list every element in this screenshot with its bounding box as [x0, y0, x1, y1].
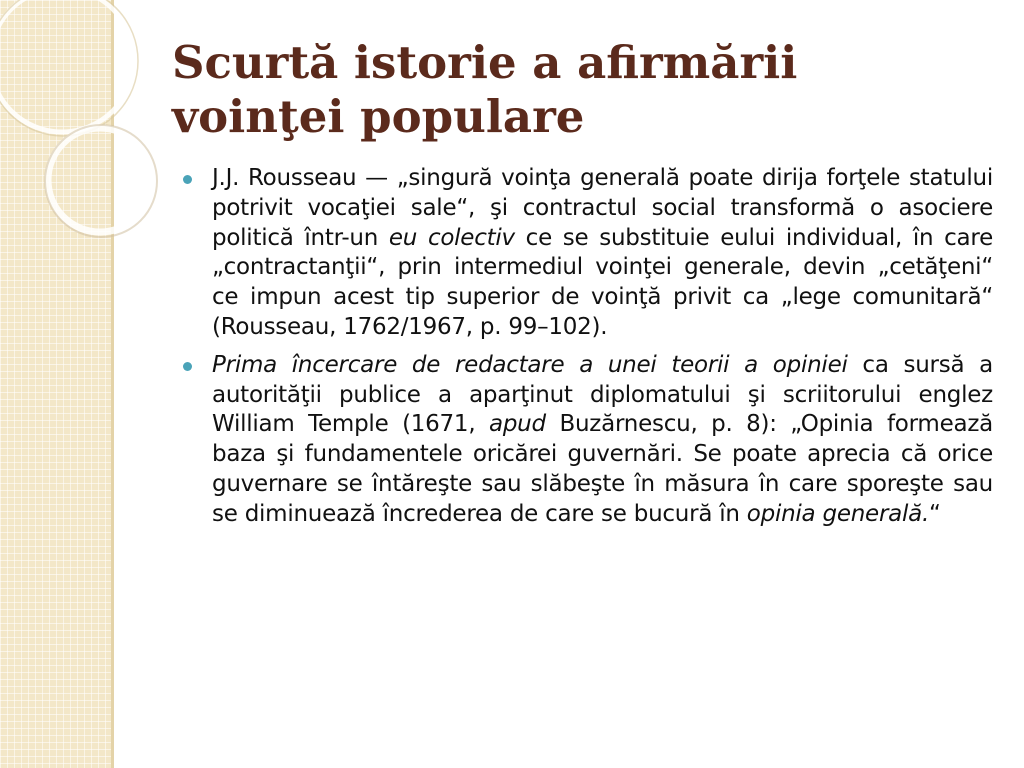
slide-title-line-2: voinţei populare [172, 90, 585, 143]
bullet-text: “ [929, 500, 941, 527]
bullet-text: J.J. Rousseau — „singură voinţa generală poate dirija forţele statului potrivit vocaţiei sale“, şi contractul social transformă o asociere politică într-un [212, 165, 993, 251]
bullet-list [183, 164, 993, 538]
bullet-italic-text: opinia generală. [746, 500, 930, 527]
bullet-item-temple [183, 351, 993, 530]
decorative-ring-large-shadow [0, 0, 138, 136]
bullet-italic-text: apud [488, 411, 546, 438]
bullet-text: Buzărnescu, p. 8): „Opinia formează baza şi fundamentele oricărei guvernări. Se poate aprecia că orice guvernare se întăreşte sau slăbeşte în măsura în care sporeşte sau se diminuează încrederea de care se bucură în [212, 411, 993, 527]
decorative-rings [0, 0, 200, 260]
bullet-text: ca sursă a autorităţii publice a aparţinut diplomatului şi scriitorului englez William Temple (1671, [212, 351, 993, 438]
slide-title [172, 36, 972, 144]
bullet-text: ce se substituie eului individual, în care „contractanţii“, prin intermediul voinţei generale, devin „cetăţeni“ ce impun acest tip superior de voinţă privit ca „lege comunitară“ (Rousseau, 1762/1967, p. 99–102). [212, 224, 993, 340]
bullet-item-rousseau [183, 164, 993, 343]
decorative-ring-large [0, 0, 134, 132]
decorative-ring-small-shadow [45, 125, 157, 237]
teal-dot-bullet-icon [183, 362, 192, 371]
bullet-italic-text: eu colectiv [388, 224, 515, 251]
slide-title-line-1: Scurtă istorie a afirmării [172, 36, 798, 89]
decorative-ring-small [48, 128, 152, 232]
teal-dot-bullet-icon [183, 175, 192, 184]
bullet-italic-text: Prima încercare de redactare a unei teorii a opiniei [212, 351, 848, 378]
bullet-paragraph [212, 351, 993, 530]
bullet-paragraph [212, 164, 993, 343]
